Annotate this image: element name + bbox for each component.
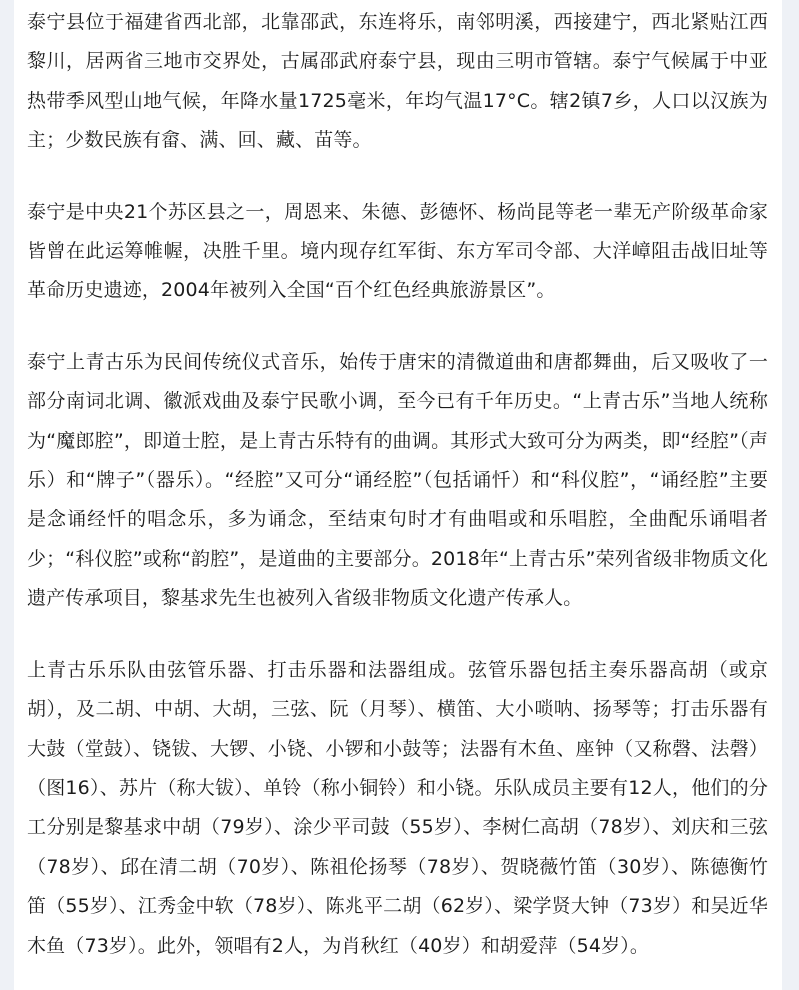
paragraph-red-history: 泰宁是中央21个苏区县之一，周恩来、朱德、彭德怀、杨尚昆等老一辈无产阶级革命家皆曾在此运筹帷幄，决胜千里。境内现存红军街、东方军司令部、大洋嶂阻击战旧址等革命历史遗迹，2004年被列入全国“百个红色经典旅游景区”。 bbox=[27, 200, 768, 302]
paragraph-band-members: 上青古乐乐队由弦管乐器、打击乐器和法器组成。弦管乐器包括主奏乐器高胡（或京胡），及二胡、中胡、大胡，三弦、阮（月琴）、横笛、大小唢呐、扬琴等；打击乐器有大鼓（堂鼓）、铙钹、大锣、小铙、小锣和小鼓等；法器有木鱼、座钟（又称磬、法磬）（图16）、苏片（称大钹）、单铃（称小铜铃）和小铙。乐队成员主要有12人，他们的分工分别是黎基求中胡（79岁）、涂少平司鼓（55岁）、李树仁高胡（78岁）、刘庆和三弦（78岁）、邱在清二胡（70岁）、陈祖伦扬琴（78岁）、贺晓薇竹笛（30岁）、陈德衡竹笛（55岁）、江秀金中软（78岁）、陈兆平二胡（62岁）、梁学贤大钟（73岁）和吴近华木鱼（73岁）。此外，领唱有2人，为肖秋红（40岁）和胡爱萍（54岁）。 bbox=[27, 658, 768, 957]
paragraph-location: 泰宁县位于福建省西北部，北靠邵武，东连将乐，南邻明溪，西接建宁，西北紧贴江西黎川，居两省三地市交界处，古属邵武府泰宁县，现由三明市管辖。泰宁气候属于中亚热带季风型山地气候，年降水量1725毫米，年均气温17°C。辖2镇7乡，人口以汉族为主；少数民族有畲、满、回、藏、苗等。 bbox=[27, 11, 768, 152]
article-page bbox=[14, 0, 782, 990]
paragraph-shangqing-music: 泰宁上青古乐为民间传统仪式音乐，始传于唐宋的清微道曲和唐都舞曲，后又吸收了一部分南词北调、徽派戏曲及泰宁民歌小调，至今已有千年历史。“上青古乐”当地人统称为“魔郎腔”，即道士腔，是上青古乐特有的曲调。其形式大致可分为两类，即“经腔”（声乐）和“牌子”（器乐）。“经腔”又可分“诵经腔”（包括诵忏）和“科仪腔”，“诵经腔”主要是念诵经忏的唱念乐，多为诵念，至结束句时才有曲唱或和乐唱腔，全曲配乐诵唱者少；“科仪腔”或称“韵腔”，是道曲的主要部分。2018年“上青古乐”荣列省级非物质文化遗产传承项目，黎基求先生也被列入省级非物质文化遗产传承人。 bbox=[27, 350, 768, 610]
